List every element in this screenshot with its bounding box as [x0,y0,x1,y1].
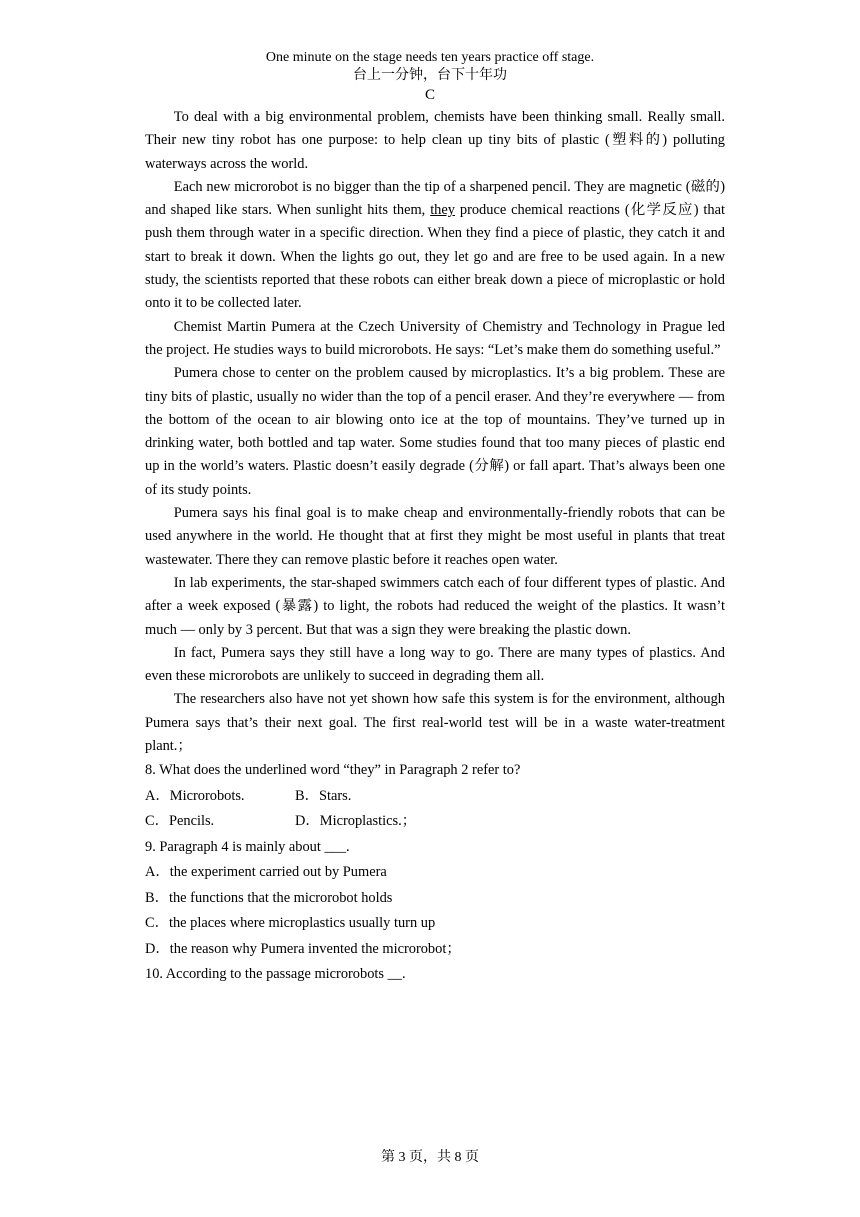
underlined-word-they: they [430,202,455,219]
question-10-stem: 10. According to the passage microrobots __. [145,966,406,983]
question-9-option-d: D．the reason why Pumera invented the microrobot； [145,940,461,957]
paragraph-6: In lab experiments, the star-shaped swimmers catch each of four different types of plastic. And after a week exposed (暴露) to light, the robots had reduced the weight of the plastics. It wasn’t much — only by 3 percent. But that was a sign they were breaking the plastic down. [145,574,725,638]
paragraph-5: Pumera says his final goal is to make cheap and environmentally-friendly robots that can be used anywhere in the world. He thought that at first they might be most useful in plants that treat wastewater. There they can remove plastic before it reaches open water. [145,505,725,568]
question-8-option-c: C．Pencils. [145,813,215,830]
paragraph-2-after: produce chemical reactions (化学反应) that push them through water in a specific direction. When they find a piece of plastic, they catch it and start to break it down. When the lights go out, they let go and are free to be used again. In a new study, the scientists reported that these robots can either break down a piece of microplastic or hold onto it to be collected later. [145,202,725,312]
question-9-option-c: C．the places where microplastics usually turn up [145,915,436,932]
paragraph-2-before: Each new microrobot is no bigger than the tip of a sharpened pencil. They are magnetic (磁的) and shaped like stars. When sunlight hits them, [145,178,725,219]
question-8-option-b: B．Stars. [295,787,352,804]
question-8-option-d: D．Microplastics.； [295,813,417,830]
paragraph-7: In fact, Pumera says they still have a long way to go. There are many types of plastics. And even these microrobots are unlikely to succeed in degrading them all. [145,644,725,685]
paragraph-2 [145,176,725,316]
page-number-footer: 第 3 页，共 8 页 [381,1150,479,1165]
motto-english: One minute on the stage needs ten years practice off stage. [265,50,595,65]
section-letter: C [424,87,435,103]
question-9-option-a: A．the experiment carried out by Pumera [145,864,387,881]
paragraph-8: The researchers also have not yet shown how safe this system is for the environment, although Pumera says that’s their next goal. The first real-world test will be in a waste water-treatment plant.； [145,691,725,755]
paragraph-1: To deal with a big environmental problem, chemists have been thinking small. Really small. Their new tiny robot has one purpose: to help clean up tiny bits of plastic (塑料的) polluting waterways across the world. [145,109,725,172]
question-9-option-b: B．the functions that the microrobot holds [145,889,393,906]
question-9-stem: 9. Paragraph 4 is mainly about ___. [145,838,350,855]
question-8-options-row-1 [145,784,725,810]
question-8-option-a: A．Microrobots. [145,787,245,804]
passage-content [145,106,725,988]
question-8-stem: 8. What does the underlined word “they” in Paragraph 2 refer to? [145,762,521,779]
paragraph-4: Pumera chose to center on the problem caused by microplastics. It’s a big problem. These are tiny bits of plastic, usually no wider than the top of a pencil eraser. And they’re everywhere — from the bottom of the ocean to air blowing onto ice at the top of mountains. They’ve turned up in drinking water, both bottled and tap water. Some studies found that too many pieces of plastic end up in the world’s waters. Plastic doesn’t easily degrade (分解) or fall apart. That’s always been one of its study points. [145,365,725,498]
motto-chinese: 台上一分钟，台下十年功 [353,68,507,83]
question-8-options-row-2 [145,809,725,835]
paragraph-3: Chemist Martin Pumera at the Czech University of Chemistry and Technology in Prague led the project. He studies ways to build microrobots. He says: “Let’s make them do something useful.” [145,318,725,358]
